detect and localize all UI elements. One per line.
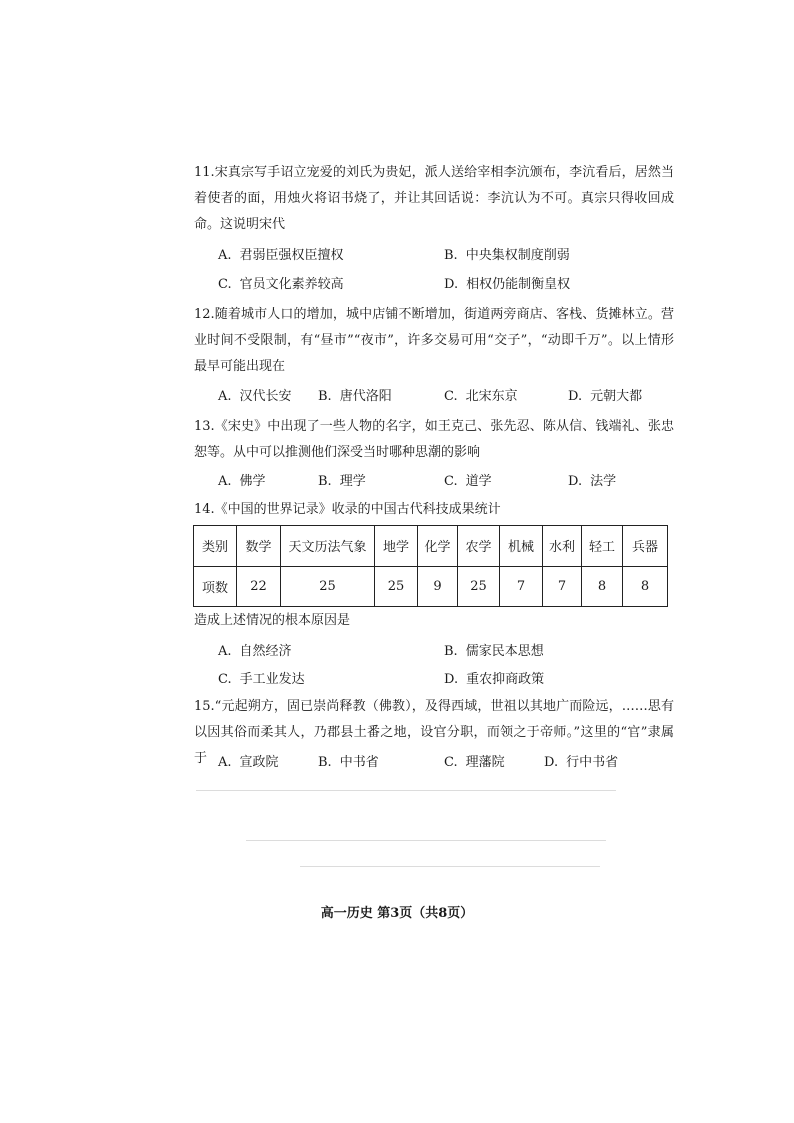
option-text: 汉代长安	[239, 389, 292, 404]
option-letter: A.	[218, 248, 232, 263]
option-text: 中央集权制度削弱	[465, 248, 570, 263]
table-cell: 兵器	[623, 526, 668, 567]
question-11-text: 11.宋真宗写手诏立宠爱的刘氏为贵妃，派人送给宰相李沆颁布，李沆看后，居然当着使者的面，用烛火将诏书烧了，并让其回话说：李沆认为不可。真宗只得收回成命。这说明宋代	[194, 165, 674, 232]
table-cell: 天文历法气象	[281, 526, 375, 567]
scan-bleed-mark	[246, 840, 606, 841]
question-12-text: 12.随着城市人口的增加，城中店铺不断增加，街道两旁商店、客栈、货摊林立。营业时间不受限制，有“昼市”“夜市”，许多交易可用“交子”，“动即千万”。以上情形最早可能出现在	[194, 307, 674, 374]
option-letter: C.	[218, 277, 232, 292]
table-cell: 8	[582, 566, 623, 607]
option-text: 中书省	[339, 755, 379, 770]
option-letter: B.	[444, 248, 458, 263]
question-14-stem: 造成上述情况的根本原因是	[194, 613, 351, 628]
option-text: 儒家民本思想	[465, 644, 544, 659]
q12-option-c	[444, 388, 518, 406]
option-letter: A.	[218, 389, 232, 404]
option-text: 行中书省	[566, 755, 619, 770]
option-text: 理学	[339, 474, 366, 489]
q13-option-d	[568, 473, 616, 491]
table-cell: 7	[543, 566, 582, 607]
question-14-text: 14.《中国的世界记录》收录的中国古代科技成果统计	[194, 502, 501, 517]
table-cell: 22	[237, 566, 281, 607]
q15-option-b	[318, 754, 379, 772]
option-letter: D.	[444, 277, 459, 292]
option-letter: A.	[218, 755, 232, 770]
option-letter: D.	[444, 672, 459, 687]
table-cell: 机械	[500, 526, 543, 567]
q12-option-d	[568, 388, 642, 406]
option-letter: B.	[318, 474, 332, 489]
option-text: 自然经济	[239, 644, 292, 659]
table-cell: 地学	[375, 526, 418, 567]
table-cell: 水利	[543, 526, 582, 567]
table-row	[194, 566, 668, 607]
table-cell: 农学	[458, 526, 500, 567]
q15-option-d	[544, 754, 618, 772]
table-cell: 25	[281, 566, 375, 607]
option-letter: B.	[318, 389, 332, 404]
option-letter: D.	[544, 755, 559, 770]
option-letter: C.	[444, 755, 458, 770]
option-text: 重农抑商政策	[466, 672, 545, 687]
table-cell: 项数	[194, 566, 237, 607]
table-cell: 7	[500, 566, 543, 607]
question-13-text: 13.《宋史》中出现了一些人物的名字，如王克己、张先忍、陈从信、钱端礼、张忠恕等。从中可以推测他们深受当时哪种思潮的影响	[194, 419, 674, 460]
table-cell: 化学	[418, 526, 458, 567]
q11-option-a	[218, 247, 344, 265]
table-cell: 9	[418, 566, 458, 607]
option-letter: D.	[568, 389, 583, 404]
option-text: 君弱臣强权臣擅权	[239, 248, 344, 263]
table-cell: 8	[623, 566, 668, 607]
option-letter: C.	[444, 389, 458, 404]
q14-option-d	[444, 671, 544, 689]
q13-option-c	[444, 473, 492, 491]
q13-option-a	[218, 473, 266, 491]
question-15-text: 15.“元起朔方，固已崇尚释教（佛教），及得西域，世祖以其地广而险远，……思有以因其俗而柔其人，乃郡县土番之地，设官分职，而领之于帝师。”这里的“官”隶属于	[194, 699, 674, 766]
option-text: 官员文化素养较高	[239, 277, 344, 292]
option-text: 宣政院	[239, 755, 279, 770]
q14-option-a	[218, 643, 292, 661]
option-letter: A.	[218, 644, 232, 659]
option-text: 唐代洛阳	[339, 389, 392, 404]
q13-option-b	[318, 473, 366, 491]
option-letter: D.	[568, 474, 583, 489]
table-header-row	[194, 526, 668, 567]
table-cell: 25	[375, 566, 418, 607]
option-text: 道学	[465, 474, 492, 489]
science-achievements-table	[193, 525, 668, 607]
table-cell: 数学	[237, 526, 281, 567]
option-text: 手工业发达	[239, 672, 305, 687]
q15-option-a	[218, 754, 279, 772]
q12-option-b	[318, 388, 392, 406]
scan-bleed-mark	[300, 866, 600, 867]
scan-bleed-mark	[196, 790, 616, 791]
option-text: 法学	[590, 474, 617, 489]
option-text: 北宋东京	[465, 389, 518, 404]
table-cell: 轻工	[582, 526, 623, 567]
q11-option-c	[218, 276, 344, 294]
table-cell: 25	[458, 566, 500, 607]
q14-option-c	[218, 671, 305, 689]
q12-option-a	[218, 388, 292, 406]
option-letter: A.	[218, 474, 232, 489]
option-letter: C.	[444, 474, 458, 489]
q11-option-b	[444, 247, 570, 265]
option-letter: B.	[444, 644, 458, 659]
table-cell: 类别	[194, 526, 237, 567]
option-letter: B.	[318, 755, 332, 770]
option-letter: C.	[218, 672, 232, 687]
page-footer: 高一历史 第3页（共8页）	[320, 906, 474, 921]
option-text: 理藩院	[465, 755, 505, 770]
q15-option-c	[444, 754, 505, 772]
option-text: 相权仍能制衡皇权	[466, 277, 571, 292]
q14-option-b	[444, 643, 544, 661]
option-text: 佛学	[239, 474, 266, 489]
q11-option-d	[444, 276, 570, 294]
option-text: 元朝大都	[590, 389, 643, 404]
